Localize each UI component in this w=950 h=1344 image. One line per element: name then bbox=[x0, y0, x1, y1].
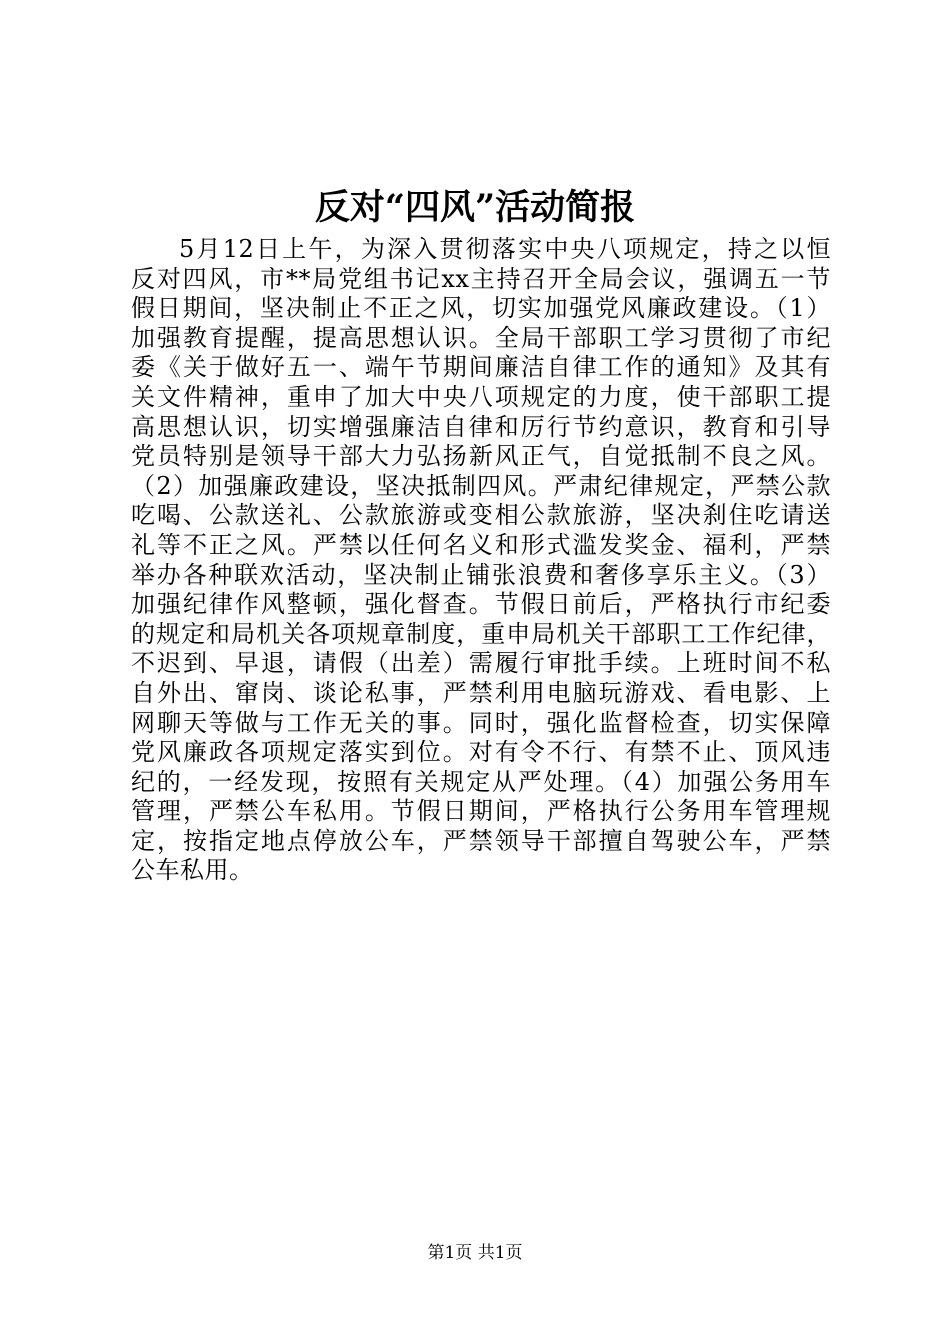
body-line: 自外出、窜岗、谈论私事，严禁利用电脑玩游戏、看电影、上 bbox=[131, 678, 831, 707]
body-line: 关文件精神，重申了加大中央八项规定的力度，使干部职工提 bbox=[131, 382, 831, 411]
body-line: 吃喝、公款送礼、公款旅游或变相公款旅游，坚决刹住吃请送 bbox=[131, 501, 831, 530]
body-line: 的规定和局机关各项规章制度，重申局机关干部职工工作纪律， bbox=[131, 619, 831, 648]
body-line: 5月12日上午，为深入贯彻落实中央八项规定，持之以恒 bbox=[179, 235, 831, 263]
body-line: 不迟到、早退，请假（出差）需履行审批手续。上班时间不私 bbox=[131, 649, 831, 678]
document-title: 反对“四风”活动简报 bbox=[314, 187, 636, 228]
body-line: 公车私用。 bbox=[131, 856, 254, 885]
body-line: 加强教育提醒，提高思想认识。全局干部职工学习贯彻了市纪 bbox=[131, 323, 831, 352]
body-line: 定，按指定地点停放公车，严禁领导干部擅自驾驶公车，严禁 bbox=[131, 826, 831, 855]
page-footer: 第1页 共1页 bbox=[427, 1243, 523, 1263]
body-line: 举办各种联欢活动，坚决制止铺张浪费和奢侈享乐主义。（3） bbox=[131, 560, 831, 589]
body-line: 党风廉政各项规定落实到位。对有令不行、有禁不止、顶风违 bbox=[131, 738, 831, 767]
body-line: 反对四风，市**局党组书记xx主持召开全局会议，强调五一节 bbox=[131, 264, 831, 293]
body-line: 礼等不正之风。严禁以任何名义和形式滥发奖金、福利，严禁 bbox=[131, 530, 831, 559]
body-line: 管理，严禁公车私用。节假日期间，严格执行公务用车管理规 bbox=[131, 797, 831, 826]
body-line: 假日期间，坚决制止不正之风，切实加强党风廉政建设。（1） bbox=[131, 294, 831, 323]
body-line: 党员特别是领导干部大力弘扬新风正气，自觉抵制不良之风。 bbox=[131, 442, 831, 471]
body-line: 委《关于做好五一、端午节期间廉洁自律工作的通知》及其有 bbox=[131, 353, 831, 382]
body-line: 纪的，一经发现，按照有关规定从严处理。（4）加强公务用车 bbox=[131, 767, 831, 796]
body-line: （2）加强廉政建设，坚决抵制四风。严肃纪律规定，严禁公款 bbox=[131, 471, 831, 500]
body-line: 加强纪律作风整顿，强化督查。节假日前后，严格执行市纪委 bbox=[131, 590, 831, 619]
body-line: 高思想认识，切实增强廉洁自律和厉行节约意识，教育和引导 bbox=[131, 412, 831, 441]
document-body bbox=[131, 235, 831, 886]
body-line: 网聊天等做与工作无关的事。同时，强化监督检查，切实保障 bbox=[131, 708, 831, 737]
